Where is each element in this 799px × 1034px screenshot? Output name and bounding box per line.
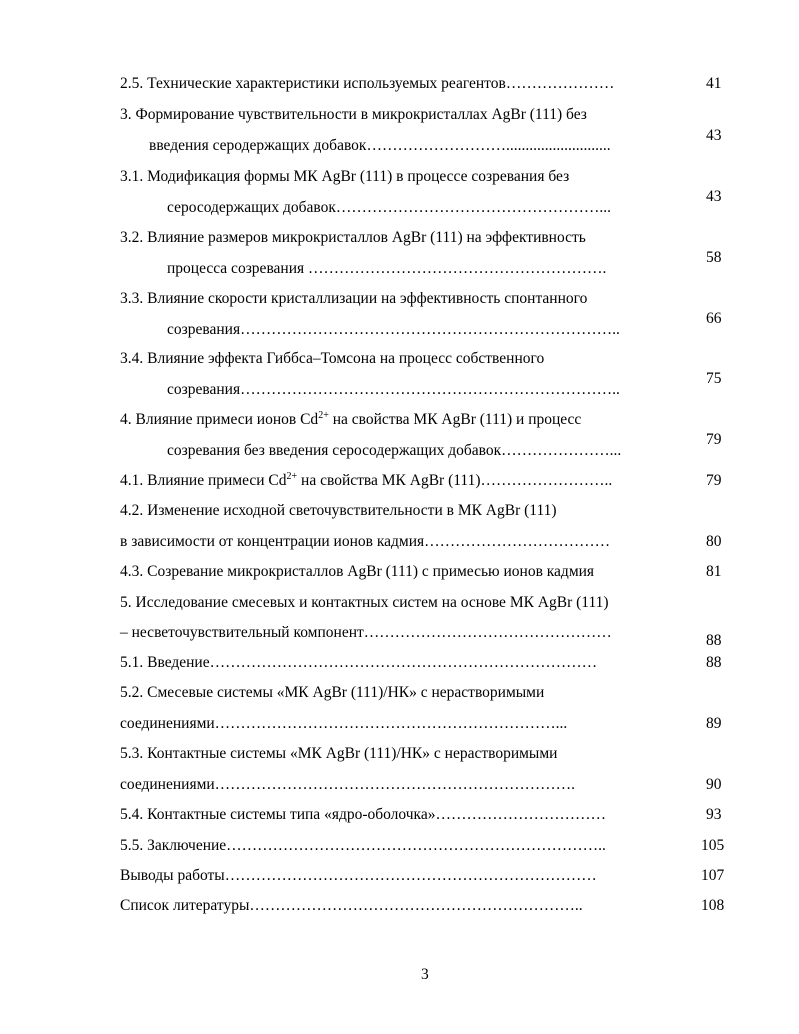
toc-entry-conclusions-page: 107: [701, 867, 725, 884]
toc-entry-3-2-line-2: процесса созревания ………………………………………………….: [167, 260, 607, 277]
toc-entry-3-4-page: 75: [706, 370, 722, 387]
toc-entry-4-3-line-1: 4.3. Созревание микрокристаллов AgBr (111) с примесью ионов кадмия: [120, 563, 595, 580]
toc-entry-3-3-line-1: 3.3. Влияние скорости кристаллизации на эффективность спонтанного: [120, 290, 588, 307]
toc-entry-4-1-head: 4.1. Влияние примеси Cd: [120, 472, 287, 489]
toc-entry-3-2-line-1: 3.2. Влияние размеров микрокристаллов AgBr (111) на эффективность: [120, 229, 586, 246]
toc-entry-5-5-page: 105: [701, 837, 725, 854]
toc-entry-4-line-2: созревания без введения серосодержащих добавок…………………...: [167, 442, 622, 459]
toc-entry-4-3-page: 81: [706, 563, 722, 580]
toc-entry-5-2-page: 89: [706, 715, 722, 732]
toc-entry-5-line-1: 5. Исследование смесевых и контактных систем на основе МК AgBr (111): [120, 594, 609, 611]
toc-entry-3-line-2: введения серодержащих добавок………………………...........................: [149, 137, 611, 154]
toc-entry-3-3-page: 66: [706, 310, 722, 327]
toc-entry-4-line-1: [120, 410, 581, 430]
toc-entry-3-line-1: 3. Формирование чувствительности в микрокристаллах AgBr (111) без: [120, 106, 587, 123]
toc-entry-4-1-tail: на свойства МК AgBr (111)……………………..: [297, 472, 613, 489]
toc-entry-5-1-page: 88: [706, 654, 722, 671]
toc-entry-conclusions-line-1: Выводы работы………………………………………………………………: [120, 867, 597, 884]
toc-entry-literature-page: 108: [701, 897, 725, 914]
toc-entry-3-1-line-1: 3.1. Модификация формы МК AgBr (111) в процессе созревания без: [120, 168, 570, 185]
toc-entry-5-4-line-1: 5.4. Контактные системы типа «ядро-оболочка»……………………………: [120, 806, 606, 823]
toc-entry-3-4-line-2: созревания………………………………………………………………..: [167, 381, 620, 398]
toc-entry-4-page: 79: [706, 431, 722, 448]
cd-charge-superscript: 2+: [286, 470, 298, 482]
toc-entry-5-3-line-2: соединениями…………………………………………………………….: [120, 776, 576, 793]
toc-entry-3-1-line-2: серосодержащих добавок……………………………………………...: [167, 199, 611, 216]
toc-entry-4-2-line-1: 4.2. Изменение исходной светочувствительности в МК AgBr (111): [120, 502, 557, 519]
toc-entry-4-line-1-head: 4. Влияние примеси ионов Cd: [120, 411, 319, 428]
toc-entry-3-page: 43: [706, 127, 722, 144]
toc-entry-2-5-page: 41: [706, 75, 722, 92]
toc-entry-5-line-2: – несветочувствительный компонент…………………………………………: [120, 624, 612, 641]
toc-entry-4-1-line-1: [120, 471, 612, 491]
toc-entry-3-4-line-1: 3.4. Влияние эффекта Гиббса–Томсона на процесс собственного: [120, 350, 545, 367]
toc-entry-3-3-line-2: созревания………………………………………………………………..: [167, 321, 620, 338]
toc-entry-3-1-page: 43: [706, 188, 722, 205]
toc-entry-4-line-1-tail: на свойства МК AgBr (111) и процесс: [328, 411, 582, 428]
toc-entry-2-5-line-1: 2.5. Технические характеристики используемых реагентов…………………: [120, 75, 615, 92]
toc-entry-5-4-page: 93: [706, 806, 722, 823]
toc-entry-4-2-line-2: в зависимости от концентрации ионов кадмия………………………………: [120, 533, 611, 550]
toc-entry-literature-line-1: Список литературы………………………………………………………..: [120, 897, 583, 914]
toc-entry-5-page: 88: [706, 632, 722, 649]
toc-entry-4-2-page: 80: [706, 533, 722, 550]
toc-entry-5-2-line-1: 5.2. Смесевые системы «МК AgBr (111)/НК» с нерастворимыми: [120, 684, 545, 701]
toc-entry-5-3-page: 90: [706, 776, 722, 793]
page-number: 3: [421, 966, 429, 983]
toc-entry-5-5-line-1: 5.5. Заключение………………………………………………………………..: [120, 837, 606, 854]
cd-charge-superscript: 2+: [318, 409, 329, 421]
toc-entry-5-3-line-1: 5.3. Контактные системы «МК AgBr (111)/НК» с нерастворимыми: [120, 745, 558, 762]
toc-entry-4-1-page: 79: [706, 472, 722, 489]
toc-entry-5-1-line-1: 5.1. Введение…………………………………………………………………: [120, 654, 598, 671]
toc-entry-5-2-line-2: соединениями…………………………………………………………...: [120, 715, 568, 732]
toc-entry-3-2-page: 58: [706, 249, 722, 266]
